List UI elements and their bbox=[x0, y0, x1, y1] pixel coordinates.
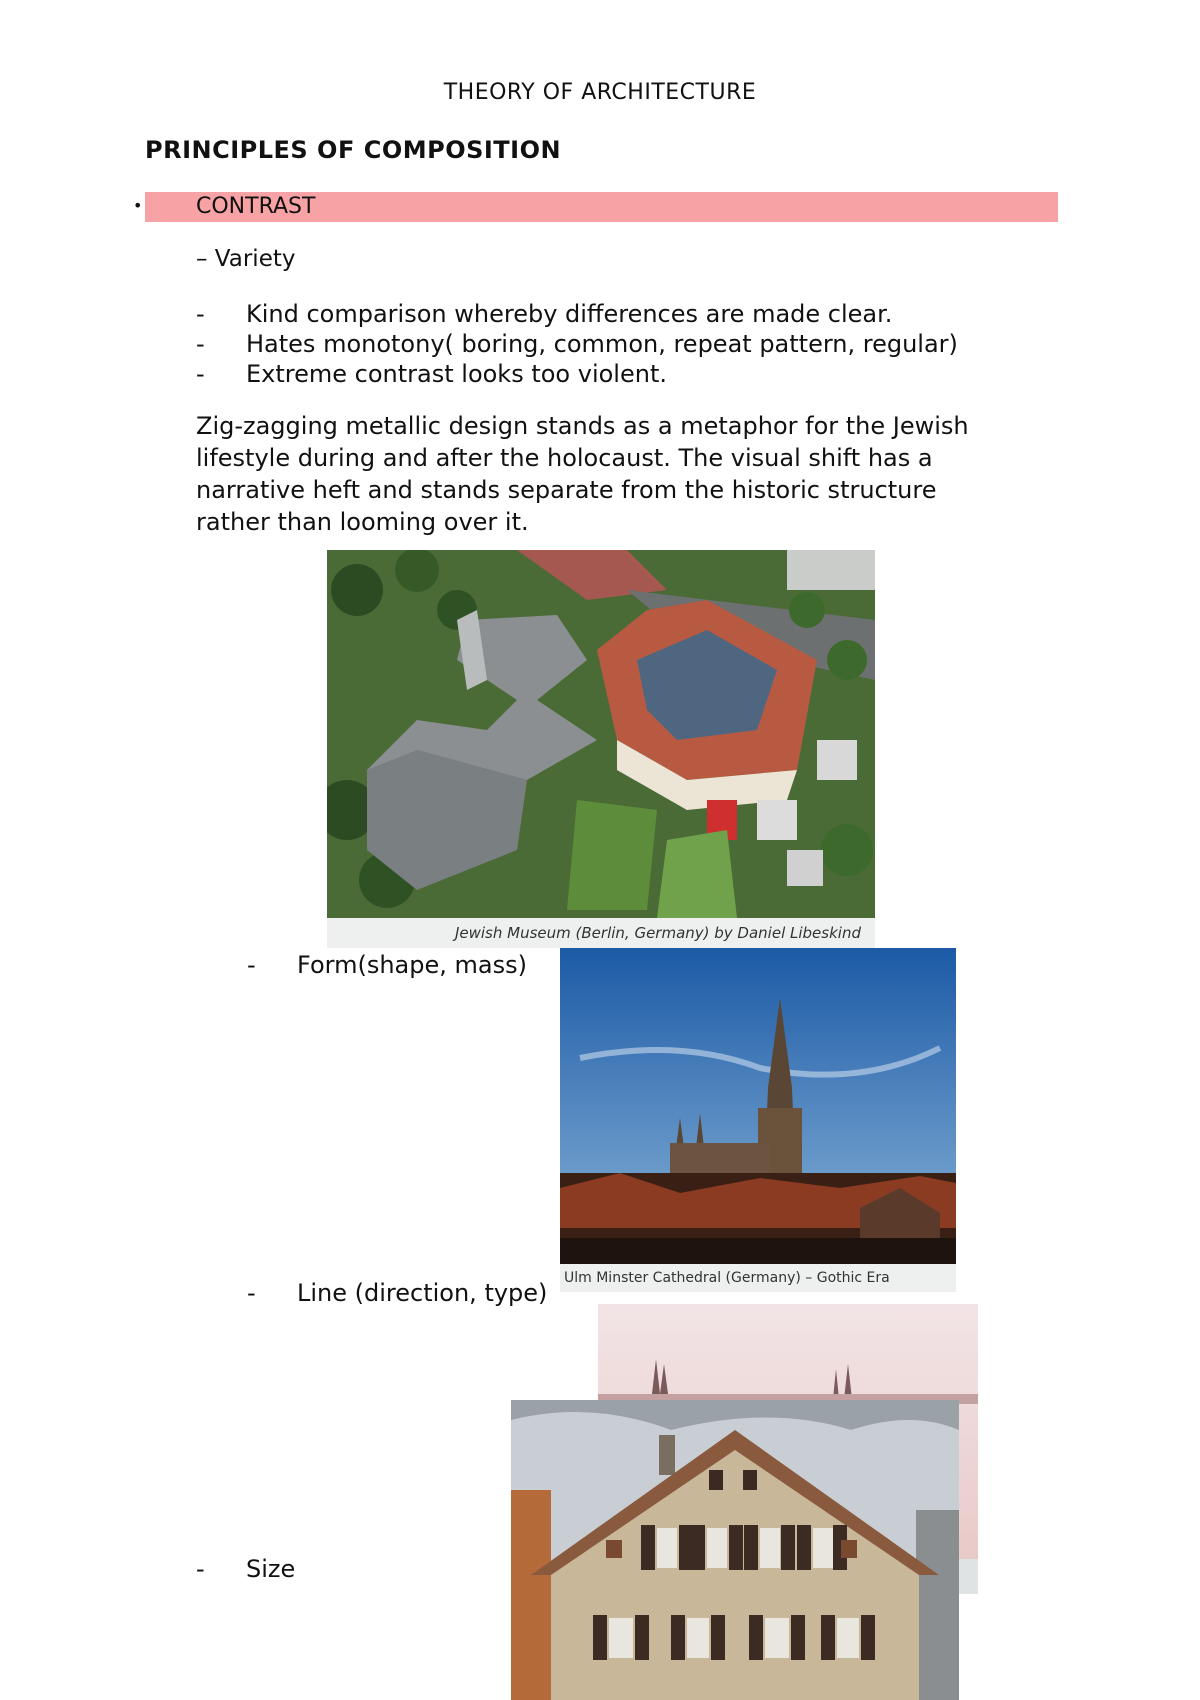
list-dash: - bbox=[247, 1279, 256, 1307]
line-item-text: Line (direction, type) bbox=[297, 1279, 548, 1307]
size-item bbox=[196, 1555, 295, 1583]
page-header: THEORY OF ARCHITECTURE bbox=[443, 80, 757, 105]
paragraph-line: narrative heft and stands separate from the historic structure bbox=[196, 476, 937, 504]
paragraph-line: Zig-zagging metallic design stands as a metaphor for the Jewish bbox=[196, 412, 969, 440]
section-title: PRINCIPLES OF COMPOSITION bbox=[145, 136, 562, 164]
list-text: Hates monotony( boring, common, repeat pattern, regular) bbox=[246, 330, 958, 358]
cathedral-illustration bbox=[560, 948, 956, 1264]
cathedral-caption: Ulm Minster Cathedral (Germany) – Gothic Era bbox=[560, 1264, 956, 1292]
description-paragraph bbox=[196, 410, 1056, 538]
form-item-text: Form(shape, mass) bbox=[297, 951, 527, 979]
paragraph-line: rather than looming over it. bbox=[196, 508, 529, 536]
list-dash: - bbox=[247, 951, 256, 979]
museum-illustration bbox=[327, 550, 875, 918]
house-photo bbox=[511, 1400, 959, 1700]
jewish-museum-photo bbox=[327, 550, 875, 948]
list-item bbox=[196, 330, 958, 358]
list-text: Extreme contrast looks too violent. bbox=[246, 360, 667, 388]
bullet-dot: • bbox=[133, 196, 143, 215]
list-text: Kind comparison whereby differences are made clear. bbox=[246, 300, 893, 328]
form-item bbox=[247, 951, 527, 979]
museum-caption: Jewish Museum (Berlin, Germany) by Daniel Libeskind bbox=[327, 918, 875, 948]
list-dash: - bbox=[196, 300, 205, 328]
paragraph-line: lifestyle during and after the holocaust. The visual shift has a bbox=[196, 444, 933, 472]
variety-subheading: – Variety bbox=[196, 246, 296, 272]
list-item bbox=[196, 300, 892, 328]
contrast-heading: CONTRAST bbox=[196, 194, 316, 219]
house-illustration bbox=[511, 1400, 959, 1700]
size-item-text: Size bbox=[246, 1555, 296, 1583]
list-dash: - bbox=[196, 360, 205, 388]
list-dash: - bbox=[196, 330, 205, 358]
list-item bbox=[196, 360, 667, 388]
cathedral-photo bbox=[560, 948, 956, 1292]
line-item bbox=[247, 1279, 547, 1307]
list-dash: - bbox=[196, 1555, 205, 1583]
